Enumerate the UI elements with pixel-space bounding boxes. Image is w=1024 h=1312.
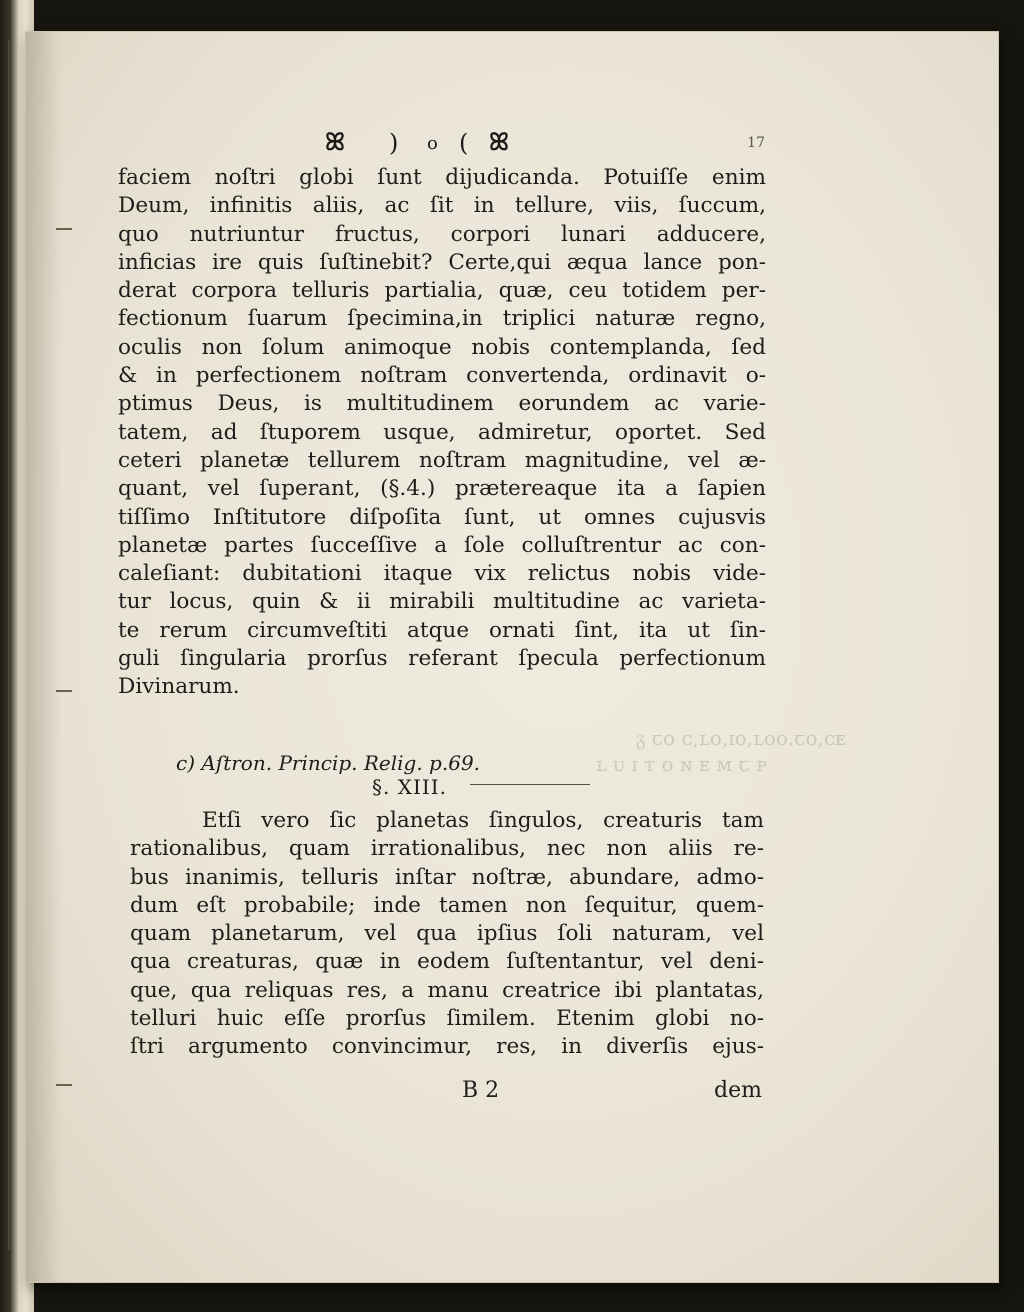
text-line: ſtri argumento convincimur, res, in diverſis ejus- <box>130 1034 764 1060</box>
margin-mark <box>56 1084 72 1086</box>
text-line: ceteri planetæ tellurem noſtram magnitudine, vel æ- <box>118 447 766 473</box>
text-line: bus inanimis, telluris inſtar noſtræ, abundare, admo- <box>130 864 764 890</box>
text-line: ptimus Deus, is multitudinem eorundem ac varie- <box>118 391 766 417</box>
header-paren-right: ( <box>459 129 469 157</box>
text-line: quam planetarum, vel qua ipſius ſoli naturam, vel <box>130 921 764 947</box>
text-line: fectionum ſuarum ſpecimina,in triplici naturæ regno, <box>118 306 766 332</box>
paragraph-main <box>118 164 766 702</box>
text-line: tatem, ad ſtuporem usque, admiretur, oportet. Sed <box>118 419 766 445</box>
text-line: planetæ partes ſucceſſive a ſole colluſtrentur ac con- <box>118 532 766 558</box>
text-line: & in perfectionem noſtram convertenda, ordinavit o- <box>118 363 766 389</box>
margin-mark <box>56 228 72 230</box>
show-through-text: ᵹ ꞇᴏ ᴄ,ʟᴏ,ɪᴏ,ʟᴏᴏ.ꞇᴏ,ᴄᴇ <box>636 726 847 750</box>
show-through-text: ʟ ᴜ ɪ ᴛ ᴏ ɴ ᴇ ᴍ ꞇ ᴘ <box>596 752 768 776</box>
signature-mark: B 2 <box>462 1078 500 1103</box>
text-line: derat corpora telluris partialia, quæ, ceu totidem per- <box>118 278 766 304</box>
running-header <box>325 127 765 163</box>
text-line: Divinarum. <box>118 674 240 700</box>
section-rule <box>470 784 590 785</box>
text-line: tur locus, quin & ii mirabili multitudine ac varieta- <box>118 589 766 615</box>
text-line: qua creaturas, quæ in eodem ſuſtentantur, vel deni- <box>130 949 764 975</box>
ornament-right-icon: ꕤ <box>489 127 507 156</box>
header-circle: o <box>427 133 438 154</box>
text-line: faciem noſtri globi ſunt dijudicanda. Potuiſſe enim <box>118 165 766 190</box>
text-line: que, qua reliquas res, a manu creatrice ibi plantatas, <box>130 977 764 1003</box>
text-line: Deum, infinitis aliis, ac ſit in tellure, viis, ſuccum, <box>118 193 766 219</box>
header-paren-left: ) <box>389 129 399 157</box>
text-line: quant, vel ſuperant, (§.4.) prætereaque ita a ſapien <box>118 476 766 502</box>
margin-mark <box>56 690 72 692</box>
text-line: oculis non ſolum animoque nobis contemplanda, ſed <box>118 334 766 360</box>
section-heading: §. XIII. <box>372 775 448 799</box>
text-line: caleſiant: dubitationi itaque vix relictus nobis vide- <box>118 561 766 587</box>
text-line: telluri huic eſſe prorſus ſimilem. Etenim globi no- <box>130 1006 764 1032</box>
text-line: quo nutriuntur fructus, corpori lunari adducere, <box>118 221 766 247</box>
page-number: 17 <box>747 135 765 151</box>
text-line: guli ſingularia prorſus referant ſpecula perfectionum <box>118 646 766 672</box>
catchword: dem <box>714 1078 762 1103</box>
text-line: Etſi vero ſic planetas ſingulos, creaturis tam <box>202 808 764 833</box>
binding-line <box>8 40 10 1250</box>
text-line: inficias ire quis ſuſtinebit? Certe,qui æqua lance pon- <box>118 249 766 275</box>
text-line: tiſſimo Inſtitutore diſpoſita ſunt, ut omnes cujusvis <box>118 504 766 530</box>
paragraph-section <box>130 806 764 1061</box>
ornament-left-icon: ꕤ <box>325 127 343 156</box>
text-line: te rerum circumveſtiti atque ornati ſint, ita ut ſin- <box>118 617 766 643</box>
text-line: dum eſt probabile; inde tamen non ſequitur, quem- <box>130 892 764 918</box>
page-fold-shadow <box>26 32 62 1282</box>
text-line: rationalibus, quam irrationalibus, nec non aliis re- <box>130 836 764 862</box>
footnote: c) Aſtron. Princip. Relig. p.69. <box>176 751 481 775</box>
